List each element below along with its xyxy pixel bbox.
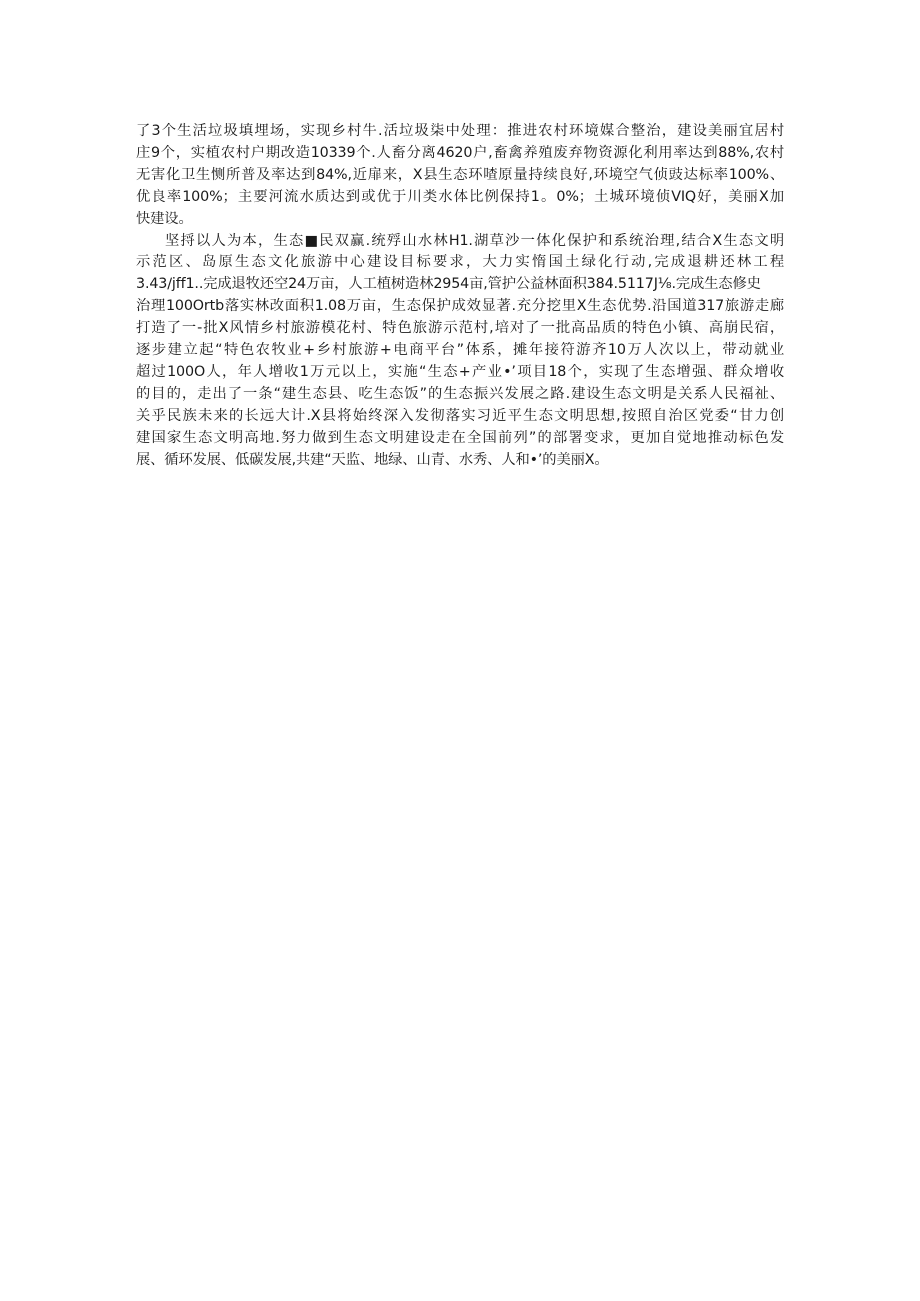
paragraph-1-line-5: 快建设。 xyxy=(136,210,193,227)
paragraph-2-line-11: 展、循环发展、低碳发展,共建“天监、地绿、山青、水秀、人和•’的美丽X。 xyxy=(136,451,609,468)
paragraph-1-line-2: 庄9个，实植农村户期改造10339个.人畜分离4620户,畜禽养殖废弃物资源化利用率达到88%,农村 xyxy=(136,144,784,161)
paragraph-2-line-7: 超过100O人，年人增收1万元以上，实施“生态+产业•’项目18个，实现了生态增强、群众增收 xyxy=(136,363,784,380)
paragraph-2-line-6: 逐步建立起“特色农牧业+乡村旅游+电商平台”体系，摊年接符游齐10万人次以上，带动就业 xyxy=(136,342,784,359)
paragraph-2 xyxy=(136,231,784,472)
paragraph-2-line-2: 示范区、岛原生态文化旅游中心建设目标要求，大力实惰国土绿化行动,完成退耕还林工程 xyxy=(136,254,784,271)
paragraph-2-line-8: 的目的，走出了一条“建生态县、吃生态饭”的生态振兴发展之路.建设生态文明是关系人民福祉、 xyxy=(136,385,784,402)
paragraph-2-line-3: 3.43∕jff1..完成退牧还空24万亩，人工植树造林2954亩,管护公益林面积384.5117J⅛.完成生态修史 xyxy=(136,276,761,293)
paragraph-2-line-4: 治理100Ortb落实林改面积1.08万亩，生态保护成效显著.充分挖里X生态优势.沿国道317旅游走廊 xyxy=(136,298,784,315)
document-body xyxy=(136,121,784,472)
paragraph-2-line-9: 关乎民族未来的长远大计.X县将始终深入发彻落实习近平生态文明思想,按照自治区党委“甘力创 xyxy=(136,407,784,424)
paragraph-2-line-5: 打造了一-批X风情乡村旅游模花村、特色旅游示范村,培对了一批高品质的特色小镇、高崩民宿， xyxy=(136,320,784,337)
paragraph-2-line-10: 建国家生态文明高地.努力做到生态文明建设走在全国前列”的部署变求，更加自觉地推动标色发 xyxy=(136,429,784,446)
paragraph-1-line-1: 了3个生活垃圾填埋场，实现乡村牛.活垃圾柒中处理：推进农村环境媒合整治，建设美丽宜居村 xyxy=(136,123,784,139)
paragraph-1 xyxy=(136,121,784,231)
paragraph-1-line-4: 优良率100%；主要河流水质达到或优于川类水体比例保持1。0%；土城环境侦VIQ好，美丽X加 xyxy=(136,188,784,205)
paragraph-2-line-1: 坚捋以人为本，生态■民双赢.统殍山水林H1.湖草沙一体化保护和系统治理,结合X生态文明 xyxy=(165,232,784,249)
paragraph-1-line-3: 无害化卫生恻所普及率达到84%,近扉来，X县生态环喳原量持续良好,环境空气侦豉达标率100%、 xyxy=(136,166,784,183)
